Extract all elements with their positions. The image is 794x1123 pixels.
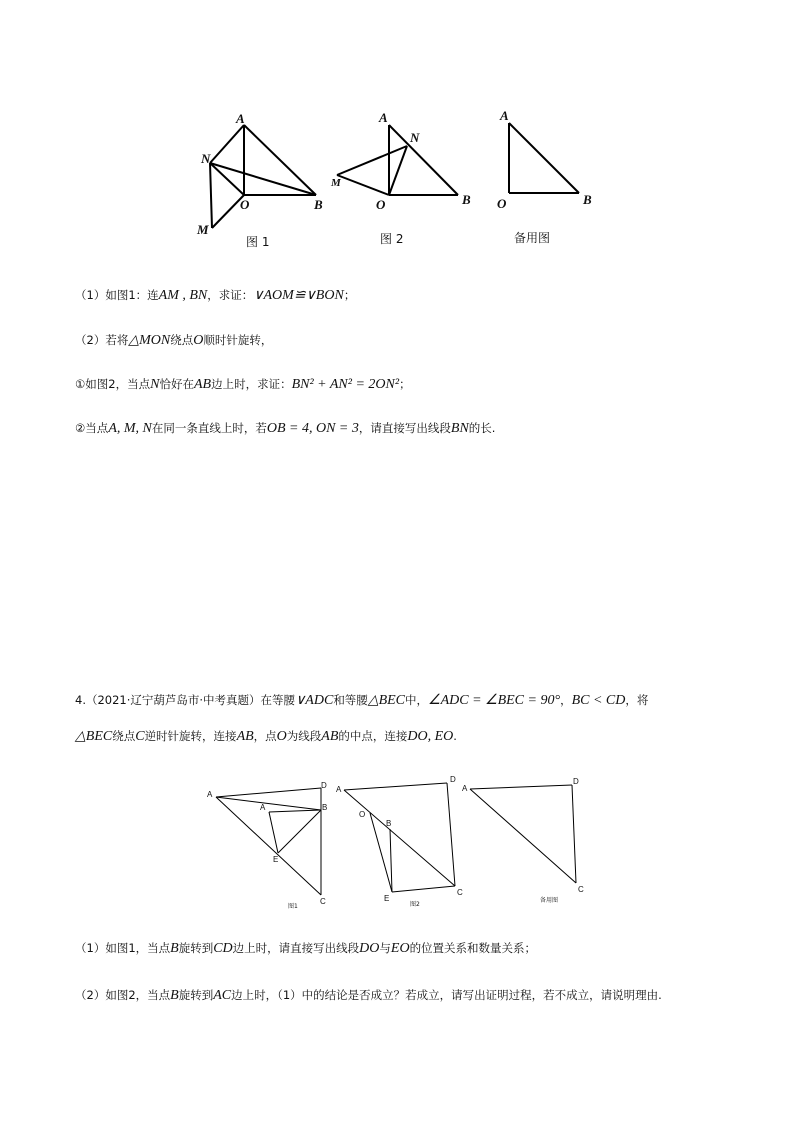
text: 绕点 (170, 333, 194, 347)
fig2-label-o: O (376, 197, 386, 212)
text: 逆时针旋转，连接 (144, 729, 237, 743)
text: . (453, 729, 457, 743)
figure-2 (337, 125, 458, 195)
text: 的位置关系和数量关系； (409, 941, 537, 955)
math: ∨ADC (295, 693, 334, 708)
text: ，将 (625, 693, 649, 707)
q4-fig3-label-a: A (462, 784, 468, 793)
math: A, M, N (108, 421, 152, 436)
text: ； (343, 288, 356, 302)
q4-figure-1 (216, 788, 321, 895)
fig2-label-n: N (410, 130, 420, 145)
math: DO, EO (407, 729, 454, 744)
q4-figure-3 (470, 785, 576, 883)
q4-fig2-label-c: C (457, 888, 463, 897)
q4-fig3-label-d: D (573, 777, 579, 786)
text: ，点 (253, 729, 277, 743)
text: ，请直接写出线段 (358, 421, 451, 435)
fig2-label-b: B (462, 192, 471, 207)
q4-fig1-caption: 图1 (288, 903, 298, 910)
fig1-caption: 图 1 (246, 235, 270, 249)
math: ∨AOM≌∨BON (253, 288, 344, 303)
q4-sub2 (75, 985, 735, 1006)
math: BN² + AN² = 2ON² (291, 377, 400, 392)
text: 旋转到 (178, 941, 214, 955)
fig2-caption: 图 2 (380, 232, 404, 246)
q4-fig2-caption: 图2 (410, 901, 420, 908)
math: O (276, 729, 287, 744)
fig2-label-a: A (379, 110, 388, 125)
text: ②当点 (75, 421, 109, 435)
q4-figures (0, 770, 794, 920)
text: 的中点，连接 (338, 729, 408, 743)
q4-fig1-label-e: E (273, 855, 279, 864)
q4-fig2-label-e: E (384, 894, 390, 903)
math: △BEC (367, 693, 406, 708)
math: CD (213, 941, 233, 956)
q3-part2 (75, 330, 735, 351)
q4-fig3-label-c: C (578, 885, 584, 894)
text: 与 (379, 941, 391, 955)
math: △MON (128, 333, 171, 348)
text: 为线段 (286, 729, 322, 743)
fig3-label-o: O (497, 196, 507, 211)
q4-sub1 (75, 938, 735, 959)
q3-part2-sub2 (75, 418, 735, 439)
fig3-caption: 备用图 (514, 231, 551, 245)
q4-fig1-label-a: A (207, 790, 213, 799)
text: 边上时，（1）中的结论是否成立？若成立，请写出证明过程，若不成立，请说明理由. (231, 988, 662, 1002)
math: B (170, 988, 179, 1003)
text: ，求证： (207, 288, 254, 302)
math: BC < CD (571, 693, 626, 708)
top-figures (0, 100, 794, 360)
q4-stem-line1 (75, 690, 735, 711)
math: AB (321, 729, 339, 744)
text: 中， (405, 693, 429, 707)
math: AB (236, 729, 254, 744)
text: 恰好在 (159, 377, 194, 391)
text: ； (399, 377, 411, 391)
fig1-label-o: O (240, 197, 250, 212)
math: BN (450, 421, 469, 436)
q4-fig2-label-b: B (386, 819, 392, 828)
text: 边上时，请直接写出线段 (232, 941, 360, 955)
text: （2）如图2，当点 (75, 988, 171, 1002)
text: 边上时，求证： (211, 377, 292, 391)
text: 绕点 (112, 729, 136, 743)
q4-fig1-label-d: D (321, 781, 327, 790)
q3-part2-sub1 (75, 374, 735, 395)
math: AM , BN (158, 288, 208, 303)
q3-part1 (75, 285, 735, 306)
q4-fig2-label-a: A (336, 785, 342, 794)
text: （1）如图1：连 (75, 288, 159, 302)
q4-stem-line2 (75, 726, 735, 747)
math: O (193, 333, 204, 348)
figure-3 (509, 123, 579, 193)
text: （1）如图1，当点 (75, 941, 171, 955)
fig3-label-a: A (500, 108, 509, 123)
math: AB (193, 377, 212, 392)
math: EO (390, 941, 410, 956)
fig3-label-b: B (583, 192, 592, 207)
text: ①如图2，当点 (75, 377, 151, 391)
q4-fig3-caption: 备用图 (540, 897, 559, 904)
text: 的长. (468, 421, 496, 435)
figure-1 (210, 125, 316, 228)
text: 在同一条直线上时，若 (151, 421, 267, 435)
text: 4.（2021·辽宁葫芦岛市·中考真题）在等腰 (75, 693, 296, 707)
fig1-label-m: M (197, 222, 209, 237)
q4-fig1-label-c: C (320, 897, 326, 906)
q4-fig2-label-d: D (450, 775, 456, 784)
math: OB = 4, ON = 3 (266, 421, 359, 436)
math: C (135, 729, 145, 744)
text: （2）若将 (75, 333, 129, 347)
fig1-label-n: N (201, 151, 211, 166)
math: ∠ADC = ∠BEC = 90° (428, 693, 561, 708)
math: B (170, 941, 179, 956)
math: AC (213, 988, 232, 1003)
math: △BEC (75, 729, 113, 744)
math: DO (359, 941, 380, 956)
fig1-label-b: B (314, 197, 323, 212)
q4-fig2-label-o: O (359, 810, 366, 819)
q4-fig1-label-b: B (322, 803, 328, 812)
fig2-label-m: M (331, 177, 341, 189)
math: N (150, 377, 160, 392)
text: 旋转到 (178, 988, 214, 1002)
text: 和等腰 (333, 693, 368, 707)
text: 顺时针旋转， (203, 333, 273, 347)
fig1-label-a: A (236, 111, 245, 126)
text: ， (560, 693, 572, 707)
q4-fig1-label-a2: A (260, 803, 266, 812)
q4-figure-2 (344, 783, 455, 892)
